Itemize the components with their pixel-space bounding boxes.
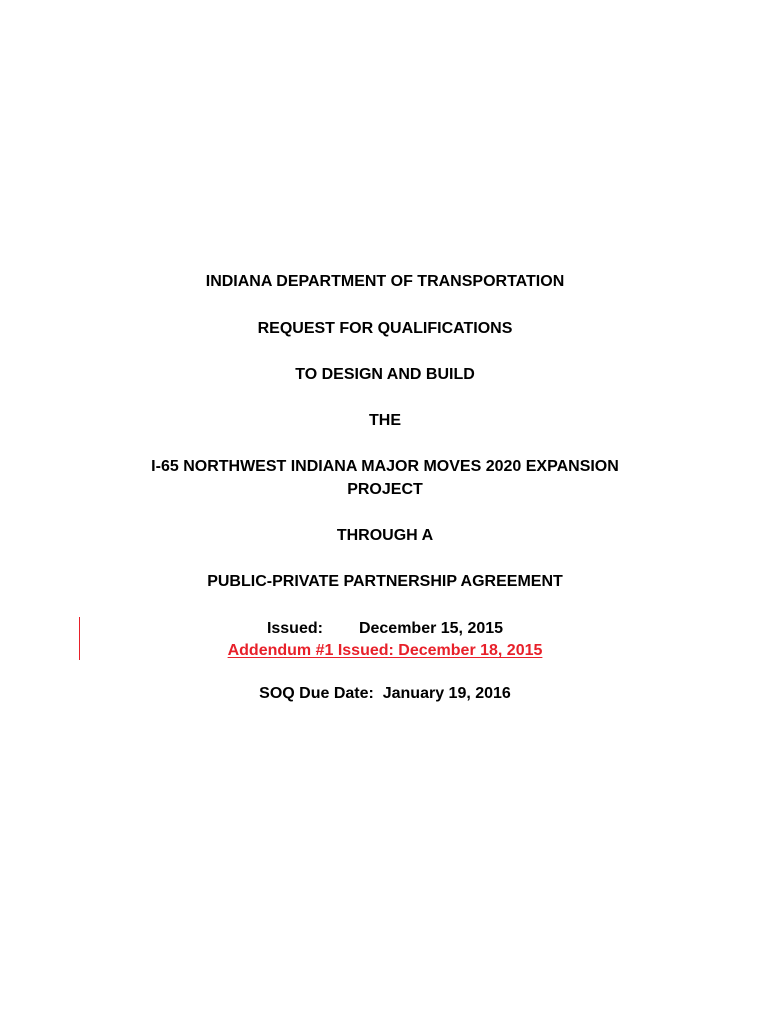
rfq-heading: REQUEST FOR QUALIFICATIONS bbox=[257, 320, 513, 337]
the-heading: THE bbox=[369, 412, 401, 429]
p3-agreement-heading: PUBLIC-PRIVATE PARTNERSHIP AGREEMENT bbox=[207, 573, 563, 590]
project-name-line1: I-65 NORTHWEST INDIANA MAJOR MOVES 2020 EXPANSION bbox=[151, 458, 619, 475]
soq-due-date: SOQ Due Date: January 19, 2016 bbox=[259, 685, 511, 702]
issued-label: Issued: bbox=[266, 620, 323, 637]
project-name-line2: PROJECT bbox=[347, 481, 423, 498]
design-build-heading: TO DESIGN AND BUILD bbox=[295, 366, 475, 383]
agency-heading: INDIANA DEPARTMENT OF TRANSPORTATION bbox=[205, 273, 565, 290]
through-heading: THROUGH A bbox=[336, 527, 434, 544]
issued-date: December 15, 2015 bbox=[358, 620, 504, 637]
addendum-notice: Addendum #1 Issued: December 18, 2015 bbox=[227, 642, 543, 659]
issued-row bbox=[0, 618, 770, 640]
